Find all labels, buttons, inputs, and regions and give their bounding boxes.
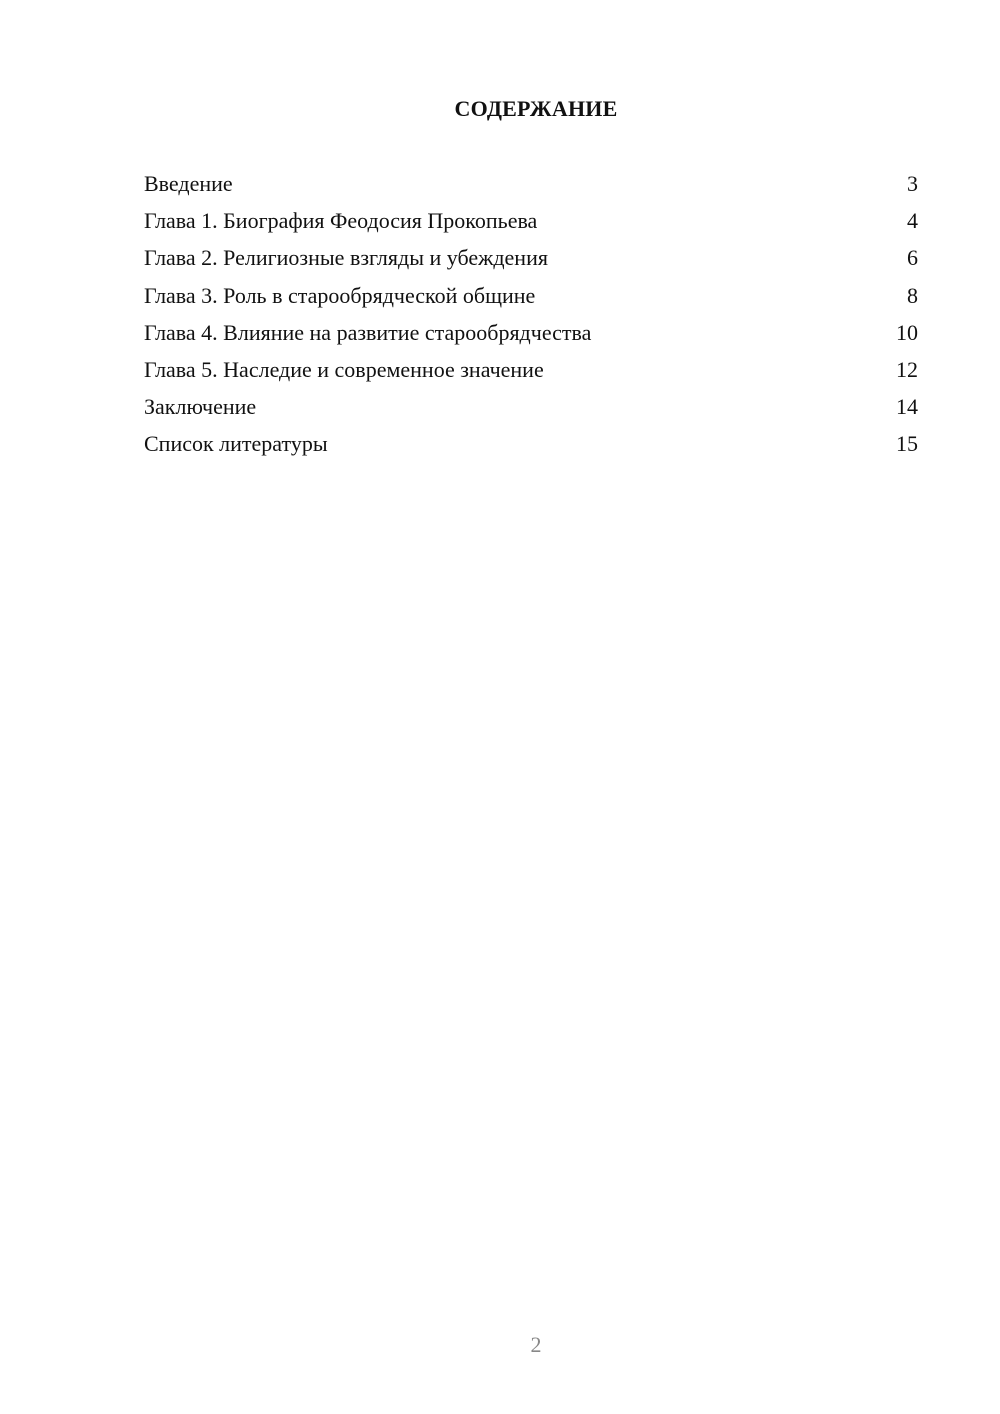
toc-item-label: Глава 5. Наследие и современное значение [144, 356, 544, 382]
toc-item-label: Глава 1. Биография Феодосия Прокопьева [144, 208, 538, 234]
toc-item-page: 6 [907, 245, 918, 271]
toc-item-page: 10 [896, 319, 918, 345]
toc-item [144, 242, 918, 279]
toc-item [144, 205, 918, 242]
toc-item-label: Глава 2. Религиозные взгляды и убеждения [144, 245, 548, 271]
toc-item [144, 280, 918, 317]
toc-item-label: Заключение [144, 394, 257, 420]
toc-item [144, 317, 918, 354]
table-of-contents [144, 168, 918, 466]
page-number: 2 [530, 1332, 542, 1357]
toc-item-page: 8 [907, 282, 918, 308]
toc-item [144, 354, 918, 391]
toc-item-label: Глава 4. Влияние на развитие старообрядчества [144, 319, 592, 345]
toc-item-page: 12 [896, 356, 918, 382]
toc-item-page: 3 [907, 171, 918, 196]
toc-item-label: Глава 3. Роль в старообрядческой общине [144, 282, 536, 308]
toc-item [144, 391, 918, 428]
toc-item-page: 4 [907, 208, 918, 234]
page-title: СОДЕРЖАНИЕ [454, 96, 618, 121]
toc-item [144, 428, 918, 465]
toc-item [144, 168, 918, 205]
toc-item-label: Введение [144, 171, 233, 196]
toc-item-page: 15 [896, 431, 918, 457]
toc-item-label: Список литературы [144, 431, 328, 457]
toc-item-page: 14 [896, 394, 918, 420]
